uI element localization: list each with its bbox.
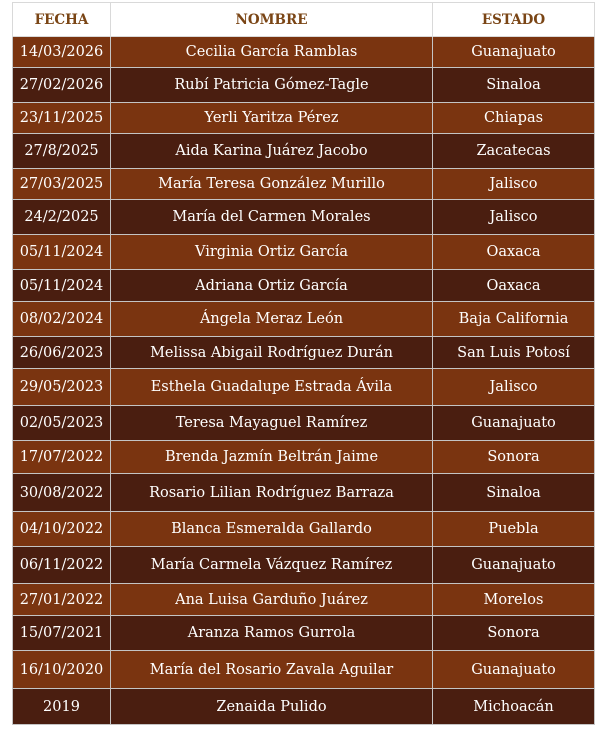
cell-fecha: 02/05/2023: [13, 406, 111, 441]
cell-fecha: 04/10/2022: [13, 512, 111, 547]
cell-estado: Sinaloa: [433, 68, 595, 103]
cell-fecha: 24/2/2025: [13, 200, 111, 235]
cell-fecha: 08/02/2024: [13, 302, 111, 337]
table-row: [13, 369, 595, 406]
cell-nombre: María del Rosario Zavala Aguilar: [111, 651, 433, 689]
header-row: [13, 3, 595, 37]
cell-estado: Morelos: [433, 584, 595, 616]
cell-nombre: Zenaida Pulido: [111, 689, 433, 725]
cell-nombre: María del Carmen Morales: [111, 200, 433, 235]
table-row: [13, 337, 595, 369]
cell-nombre: Brenda Jazmín Beltrán Jaime: [111, 441, 433, 474]
cell-nombre: Aida Karina Juárez Jacobo: [111, 134, 433, 169]
cell-fecha: 27/8/2025: [13, 134, 111, 169]
cell-estado: Jalisco: [433, 200, 595, 235]
cell-estado: Sonora: [433, 616, 595, 651]
data-table-container: [12, 2, 594, 725]
table-row: [13, 441, 595, 474]
cell-fecha: 27/03/2025: [13, 169, 111, 200]
cell-nombre: Teresa Mayaguel Ramírez: [111, 406, 433, 441]
cell-nombre: Ángela Meraz León: [111, 302, 433, 337]
cell-estado: Zacatecas: [433, 134, 595, 169]
table-row: [13, 689, 595, 725]
cell-fecha: 05/11/2024: [13, 235, 111, 270]
cell-nombre: Esthela Guadalupe Estrada Ávila: [111, 369, 433, 406]
cell-fecha: 15/07/2021: [13, 616, 111, 651]
table-row: [13, 235, 595, 270]
cell-nombre: María Teresa González Murillo: [111, 169, 433, 200]
table-row: [13, 68, 595, 103]
cell-nombre: Rosario Lilian Rodríguez Barraza: [111, 474, 433, 512]
cell-nombre: Ana Luisa Garduño Juárez: [111, 584, 433, 616]
cell-fecha: 2019: [13, 689, 111, 725]
cell-estado: Guanajuato: [433, 406, 595, 441]
table-row: [13, 200, 595, 235]
cell-fecha: 05/11/2024: [13, 270, 111, 302]
header-nombre: NOMBRE: [111, 3, 433, 37]
data-table: [12, 2, 595, 725]
header-fecha: FECHA: [13, 3, 111, 37]
table-row: [13, 134, 595, 169]
cell-estado: Jalisco: [433, 369, 595, 406]
cell-estado: San Luis Potosí: [433, 337, 595, 369]
cell-nombre: Virginia Ortiz García: [111, 235, 433, 270]
cell-fecha: 30/08/2022: [13, 474, 111, 512]
table-row: [13, 547, 595, 584]
cell-fecha: 06/11/2022: [13, 547, 111, 584]
header-estado: ESTADO: [433, 3, 595, 37]
cell-nombre: Adriana Ortiz García: [111, 270, 433, 302]
cell-fecha: 27/01/2022: [13, 584, 111, 616]
table-row: [13, 616, 595, 651]
cell-fecha: 16/10/2020: [13, 651, 111, 689]
table-row: [13, 103, 595, 134]
cell-estado: Baja California: [433, 302, 595, 337]
table-row: [13, 169, 595, 200]
cell-nombre: Aranza Ramos Gurrola: [111, 616, 433, 651]
cell-fecha: 23/11/2025: [13, 103, 111, 134]
cell-nombre: Blanca Esmeralda Gallardo: [111, 512, 433, 547]
cell-fecha: 17/07/2022: [13, 441, 111, 474]
cell-estado: Oaxaca: [433, 235, 595, 270]
cell-estado: Oaxaca: [433, 270, 595, 302]
table-body: [13, 37, 595, 725]
table-row: [13, 512, 595, 547]
cell-estado: Guanajuato: [433, 547, 595, 584]
cell-fecha: 29/05/2023: [13, 369, 111, 406]
table-row: [13, 406, 595, 441]
cell-nombre: Rubí Patricia Gómez-Tagle: [111, 68, 433, 103]
table-row: [13, 37, 595, 68]
cell-estado: Chiapas: [433, 103, 595, 134]
cell-estado: Jalisco: [433, 169, 595, 200]
cell-nombre: Cecilia García Ramblas: [111, 37, 433, 68]
cell-nombre: Melissa Abigail Rodríguez Durán: [111, 337, 433, 369]
table-row: [13, 474, 595, 512]
cell-estado: Sonora: [433, 441, 595, 474]
table-row: [13, 651, 595, 689]
cell-nombre: Yerli Yaritza Pérez: [111, 103, 433, 134]
cell-estado: Sinaloa: [433, 474, 595, 512]
table-row: [13, 302, 595, 337]
cell-estado: Guanajuato: [433, 37, 595, 68]
cell-fecha: 27/02/2026: [13, 68, 111, 103]
cell-estado: Michoacán: [433, 689, 595, 725]
cell-estado: Puebla: [433, 512, 595, 547]
cell-fecha: 26/06/2023: [13, 337, 111, 369]
cell-fecha: 14/03/2026: [13, 37, 111, 68]
cell-estado: Guanajuato: [433, 651, 595, 689]
cell-nombre: María Carmela Vázquez Ramírez: [111, 547, 433, 584]
table-row: [13, 270, 595, 302]
table-row: [13, 584, 595, 616]
